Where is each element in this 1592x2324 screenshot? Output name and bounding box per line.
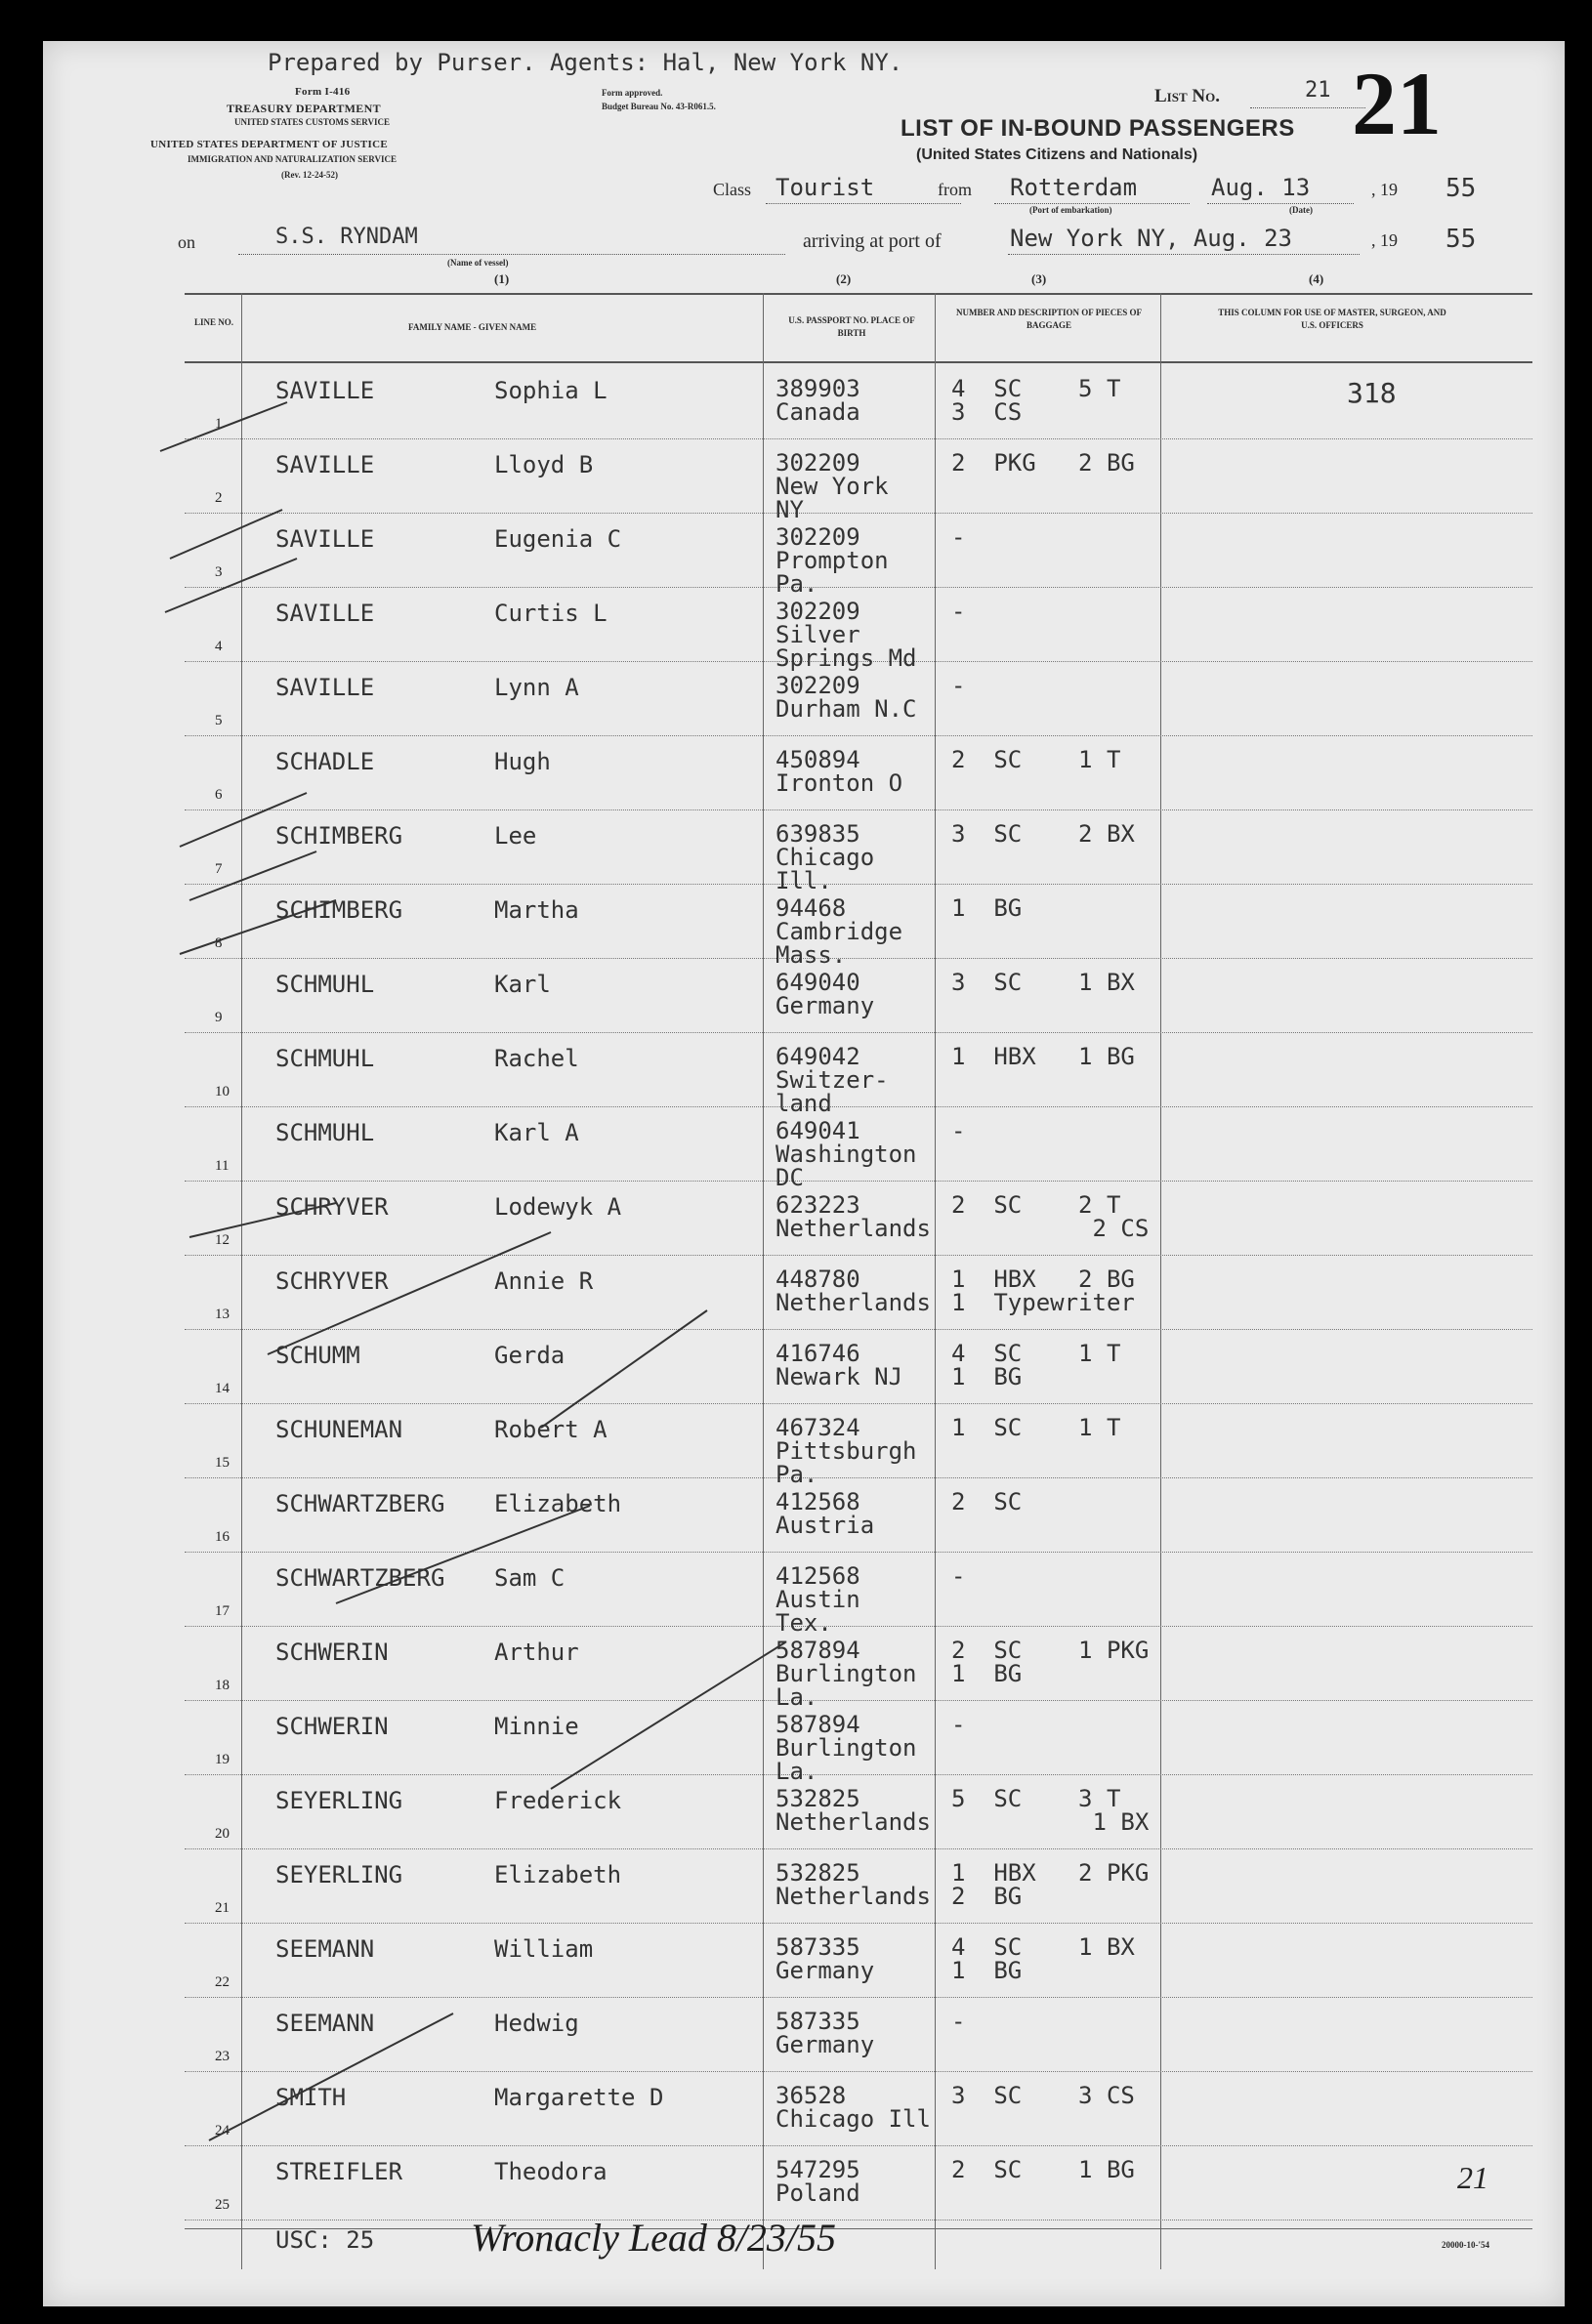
line-number: 5 <box>215 713 223 728</box>
family-name: SCHMUHL <box>275 1119 375 1146</box>
line-number: 24 <box>215 2123 230 2138</box>
col-header-line-no-text: LINE NO. <box>193 317 233 327</box>
line-number: 17 <box>215 1603 230 1619</box>
family-name: SAVILLE <box>275 525 375 553</box>
family-name: SMITH <box>275 2084 347 2111</box>
given-name: Frederick <box>494 1787 622 1814</box>
given-name: Lodewyk A <box>494 1193 622 1221</box>
given-name: Curtis L <box>494 600 607 627</box>
vessel-name: S.S. RYNDAM <box>275 225 418 249</box>
passport-birthplace: 547295 Poland <box>775 2156 860 2207</box>
family-name: SCHIMBERG <box>275 896 403 924</box>
passport-birthplace: 649042 Switzer- land <box>775 1043 889 1117</box>
passport-birthplace: 448780 Netherlands <box>775 1266 931 1316</box>
family-name: SAVILLE <box>275 600 375 627</box>
passport-birthplace: 587335 Germany <box>775 2008 875 2058</box>
family-name: SCHIMBERG <box>275 822 403 850</box>
baggage: 3 SC 1 BX <box>951 969 1135 996</box>
given-name: Lloyd B <box>494 451 594 478</box>
family-name: SCHWERIN <box>275 1713 389 1740</box>
given-name: Hugh <box>494 748 551 775</box>
given-name: Sam C <box>494 1564 566 1592</box>
passport-birthplace: 416746 Newark NJ <box>775 1340 903 1390</box>
line-number: 16 <box>215 1529 230 1545</box>
column-number-2: (2) <box>836 271 852 286</box>
passport-birthplace: 649041 Washington DC <box>775 1117 917 1191</box>
print-code: 20000-10-'54 <box>1442 2240 1489 2250</box>
baggage: 5 SC 3 T 1 BX <box>951 1785 1150 1836</box>
passport-birthplace: 532825 Netherlands <box>775 1785 931 1836</box>
passport-birthplace: 389903 Canada <box>775 375 860 426</box>
baggage: 2 SC <box>951 1488 1023 1515</box>
list-no-typed: 21 <box>1305 78 1331 103</box>
col-header-passport-text: U.S. PASSPORT NO. PLACE OF BIRTH <box>788 315 915 338</box>
document-title: LIST OF IN-BOUND PASSENGERS <box>901 115 1295 142</box>
passport-birthplace: 587335 Germany <box>775 1933 875 1984</box>
year-prefix-1: , 19 <box>1371 180 1398 199</box>
given-name: Minnie <box>494 1713 579 1740</box>
family-name: SAVILLE <box>275 377 375 404</box>
embark-date: Aug. 13 <box>1211 174 1311 201</box>
baggage: 1 HBX 2 BG 1 Typewriter <box>951 1266 1135 1316</box>
baggage: 4 SC 1 BX 1 BG <box>951 1933 1135 1984</box>
passport-birthplace: 302209 New York NY <box>775 449 889 523</box>
passport-birthplace: 36528 Chicago Ill <box>775 2082 931 2133</box>
column-number-1: (1) <box>494 271 510 286</box>
given-name: Elizabeth <box>494 1490 622 1517</box>
baggage: 1 BG <box>951 894 1023 922</box>
baggage: 2 SC 1 T <box>951 746 1121 773</box>
arriving-label: arriving at port of <box>803 230 942 252</box>
form-id: Form I-416 <box>295 86 351 98</box>
line-number: 4 <box>215 639 223 654</box>
baggage: 2 PKG 2 BG <box>951 449 1135 477</box>
line-number: 1 <box>215 416 223 432</box>
line-number: 22 <box>215 1974 230 1990</box>
given-name: Karl <box>494 971 551 998</box>
column-number-4: (4) <box>1309 271 1324 286</box>
year-1: 55 <box>1445 174 1477 203</box>
usc-count: USC: 25 <box>275 2226 375 2254</box>
family-name: SEYERLING <box>275 1787 403 1814</box>
immigration-service: IMMIGRATION AND NATURALIZATION SERVICE <box>188 154 397 164</box>
baggage: - <box>951 672 966 699</box>
pen-checkmarks <box>43 41 1565 2306</box>
column-number-3: (3) <box>1031 271 1047 286</box>
budget-bureau: Budget Bureau No. 43-R061.5. <box>602 102 716 111</box>
family-name: SCHRYVER <box>275 1267 389 1295</box>
line-number: 3 <box>215 564 223 580</box>
from-label: from <box>938 180 972 199</box>
arrival-port-date: New York NY, Aug. 23 <box>1010 225 1292 252</box>
baggage: 1 HBX 2 PKG 2 BG <box>951 1859 1150 1910</box>
treasury-department: TREASURY DEPARTMENT <box>227 102 381 115</box>
line-number: 14 <box>215 1381 230 1396</box>
line-number: 25 <box>215 2197 230 2213</box>
prepared-by-line: Prepared by Purser. Agents: Hal, New York NY. <box>268 49 903 76</box>
passport-birthplace: 302209 Durham N.C <box>775 672 917 723</box>
passport-birthplace: 467324 Pittsburgh Pa. <box>775 1414 917 1488</box>
baggage: 4 SC 5 T 3 CS <box>951 375 1121 426</box>
baggage: 1 SC 1 T <box>951 1414 1121 1441</box>
baggage: - <box>951 598 966 625</box>
document-subtitle: (United States Citizens and Nationals) <box>916 146 1198 163</box>
family-name: SCHUMM <box>275 1342 360 1369</box>
passport-birthplace: 639835 Chicago Ill. <box>775 820 875 894</box>
line-number: 6 <box>215 787 223 803</box>
form-revision: (Rev. 12-24-52) <box>281 170 338 180</box>
passport-birthplace: 532825 Netherlands <box>775 1859 931 1910</box>
given-name: Elizabeth <box>494 1861 622 1888</box>
line-number: 13 <box>215 1307 230 1322</box>
baggage: - <box>951 523 966 551</box>
family-name: SEEMANN <box>275 1935 375 1963</box>
passport-birthplace: 94468 Cambridge Mass. <box>775 894 903 969</box>
given-name: Margarette D <box>494 2084 664 2111</box>
class-value: Tourist <box>775 174 875 201</box>
line-number: 20 <box>215 1826 230 1842</box>
line-number: 8 <box>215 935 223 951</box>
port-caption: (Port of embarkation) <box>1029 205 1112 215</box>
family-name: SAVILLE <box>275 674 375 701</box>
customs-service: UNITED STATES CUSTOMS SERVICE <box>234 117 390 127</box>
class-label: Class <box>713 180 752 199</box>
date-caption: (Date) <box>1289 205 1313 215</box>
line-number: 15 <box>215 1455 230 1471</box>
baggage: - <box>951 2008 966 2035</box>
given-name: Lee <box>494 822 537 850</box>
baggage: - <box>951 1711 966 1738</box>
family-name: SAVILLE <box>275 451 375 478</box>
line-number: 12 <box>215 1232 230 1248</box>
baggage: 2 SC 1 PKG 1 BG <box>951 1637 1150 1687</box>
justice-department: UNITED STATES DEPARTMENT OF JUSTICE <box>150 139 388 150</box>
family-name: SEYERLING <box>275 1861 403 1888</box>
initials: 21 <box>1457 2160 1488 2195</box>
port-of-embarkation: Rotterdam <box>1010 174 1138 201</box>
family-name: STREIFLER <box>275 2158 403 2185</box>
baggage: 4 SC 1 T 1 BG <box>951 1340 1121 1390</box>
list-no-stamp: 21 <box>1352 54 1442 153</box>
given-name: Annie R <box>494 1267 594 1295</box>
signature: Wronacly Lead 8/23/55 <box>471 2216 837 2260</box>
line-number: 21 <box>215 1900 230 1916</box>
given-name: Sophia L <box>494 377 607 404</box>
passport-birthplace: 587894 Burlington La. <box>775 1711 917 1785</box>
line-number: 18 <box>215 1678 230 1693</box>
line-number: 11 <box>215 1158 230 1174</box>
on-label: on <box>178 232 195 252</box>
passport-birthplace: 412568 Austin Tex. <box>775 1562 860 1637</box>
baggage: 2 SC 2 T 2 CS <box>951 1191 1150 1242</box>
year-2: 55 <box>1445 225 1477 254</box>
given-name: Karl A <box>494 1119 579 1146</box>
passport-birthplace: 587894 Burlington La. <box>775 1637 917 1711</box>
baggage: 1 HBX 1 BG <box>951 1043 1135 1070</box>
passport-birthplace: 302209 Prompton Pa. <box>775 523 889 598</box>
given-name: Eugenia C <box>494 525 622 553</box>
baggage: 3 SC 3 CS <box>951 2082 1135 2109</box>
line-number: 9 <box>215 1010 223 1025</box>
col-header-officers-text: THIS COLUMN FOR USE OF MASTER, SURGEON, AND U.S. OFFICERS <box>1218 308 1446 330</box>
family-name: SEEMANN <box>275 2010 375 2037</box>
passport-birthplace: 623223 Netherlands <box>775 1191 931 1242</box>
manifest-page <box>43 41 1565 2306</box>
family-name: SCHADLE <box>275 748 375 775</box>
officer-note: 318 <box>1347 377 1397 409</box>
line-number: 10 <box>215 1084 230 1100</box>
family-name: SCHMUHL <box>275 1045 375 1072</box>
family-name: SCHMUHL <box>275 971 375 998</box>
baggage: 3 SC 2 BX <box>951 820 1135 848</box>
given-name: Lynn A <box>494 674 579 701</box>
baggage: 2 SC 1 BG <box>951 2156 1135 2183</box>
family-name: SCHWARTZBERG <box>275 1490 445 1517</box>
given-name: Arthur <box>494 1639 579 1666</box>
passport-birthplace: 302209 Silver Springs Md <box>775 598 917 672</box>
given-name: Rachel <box>494 1045 579 1072</box>
passport-birthplace: 450894 Ironton O <box>775 746 903 797</box>
form-approved: Form approved. <box>602 88 663 98</box>
col-header-name: FAMILY NAME - GIVEN NAME <box>408 322 537 332</box>
family-name: SCHRYVER <box>275 1193 389 1221</box>
family-name: SCHWARTZBERG <box>275 1564 445 1592</box>
given-name: Robert A <box>494 1416 607 1443</box>
given-name: Gerda <box>494 1342 566 1369</box>
given-name: Martha <box>494 896 579 924</box>
passport-birthplace: 412568 Austria <box>775 1488 875 1539</box>
family-name: SCHUNEMAN <box>275 1416 403 1443</box>
col-header-baggage-text: NUMBER AND DESCRIPTION OF PIECES OF BAGGAGE <box>956 308 1142 330</box>
baggage: - <box>951 1562 966 1590</box>
list-no-label: List No. <box>1154 86 1220 106</box>
line-number: 19 <box>215 1752 230 1767</box>
given-name: William <box>494 1935 594 1963</box>
line-number: 2 <box>215 490 223 506</box>
given-name: Hedwig <box>494 2010 579 2037</box>
given-name: Theodora <box>494 2158 607 2185</box>
vessel-caption: (Name of vessel) <box>447 258 509 268</box>
passport-birthplace: 649040 Germany <box>775 969 875 1019</box>
line-number: 23 <box>215 2049 230 2064</box>
line-number: 7 <box>215 861 223 877</box>
baggage: - <box>951 1117 966 1144</box>
family-name: SCHWERIN <box>275 1639 389 1666</box>
year-prefix-2: , 19 <box>1371 230 1398 250</box>
